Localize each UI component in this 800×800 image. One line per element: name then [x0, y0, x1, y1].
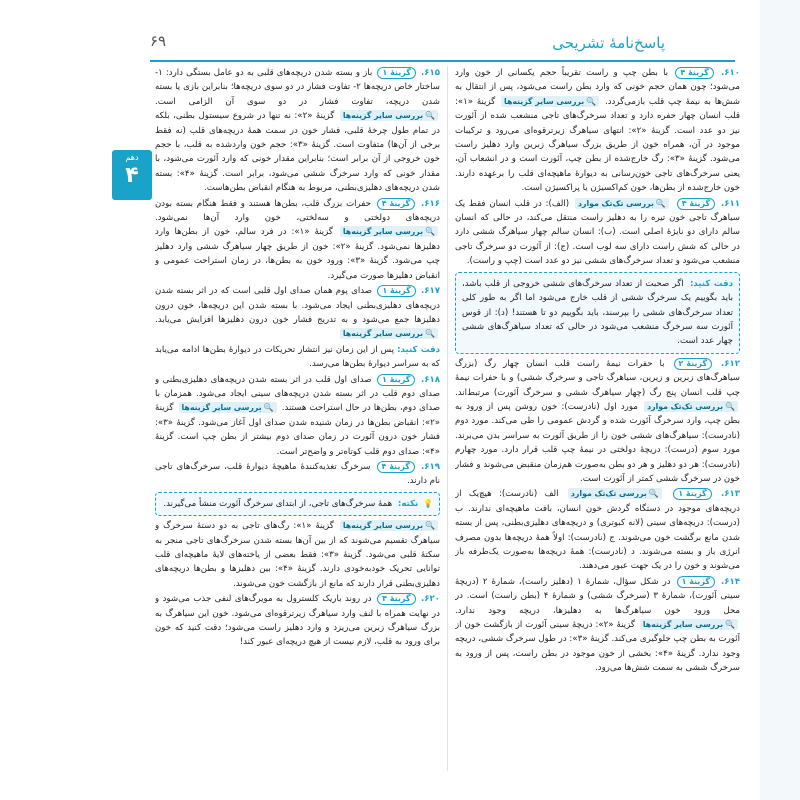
answer-option-badge: گزینهٔ ۴	[377, 461, 415, 473]
grade-tab	[112, 150, 152, 200]
other-options-label	[640, 619, 738, 630]
answer-text: الف (نادرست): هیچ‌یک از دریچه‌های موجود در دستگاه گردش خون انسان، بافت ماهیچه‌ای ندارند. ب (درست): دریچه‌های سینی (لانه کبوتری) و دریچه‌های دهلیزی‌بطنی، پس از بسته شدن مانع برگشت خون می‌شوند. ج (نادرست): اولاً همهٔ دریچه‌ها بدون مصرف انرژی باز و بسته می‌شوند. د (نادرست): همهٔ دریچه‌ها به‌صورت یک‌طرفه باز می‌شوند و خون را در یک جهت عبور می‌دهند.	[455, 489, 740, 572]
answer-text: در روند باریک کلسترول به مویرگ‌های لنفی جذب می‌شود و در نهایت همراه با لنف وارد سیاهرگ زیرترقوه‌ای می‌شود. خون این سیاهرگ به بزرگ سیاهرگ زبرین می‌ریزد و وارد دهلیز راست می‌شود؛ دقت کنید که خون برای ورود به قلب، لازم نیست از هیچ دریچه‌ای عبور کند!	[155, 594, 440, 648]
answer-text: گزینهٔ «۱»: قلب انسان چهار حفره دارد و تعداد سرخرگ‌های تاجی منشعب شده از آئورت نیز دو عدد است. گزینهٔ «۲»: انتهای سیاهرگ زیرترقوه‌ای می‌رود و ترکیبات موجود در آن، همراه خون از طریق بزرگ سیاهرگ زبرین وارد دهلیز راست می‌شود. گزینهٔ «۳»: رگ خارج‌شده از بطن چپ، آئورت است و در انشعاب آن، یعنی سرخرگ‌های تاجی خون‌رسانی به دیوارهٔ ماهیچه‌ای قلب را برعهده دارند. خون خارج‌شده از بطن‌ها، خون کم‌اکسیژن یا پراکسیژن است.	[455, 96, 740, 194]
answer-option-badge: گزینهٔ ۱	[377, 285, 415, 297]
answer-text: سرخرگ تغذیه‌کنندهٔ ماهیچهٔ دیوارهٔ قلب، سرخرگ‌های تاجی نام دارند.	[155, 461, 440, 487]
ref-text: بررسی سایر گزینه‌ها	[342, 521, 424, 531]
answer-option-badge: گزینهٔ ۱	[377, 67, 415, 79]
search-icon: 🔍	[586, 96, 597, 106]
attention-box	[455, 272, 740, 354]
column-divider	[447, 66, 448, 771]
grade-number: ۴	[125, 163, 139, 188]
question-number: ۶۱۴.	[721, 576, 740, 587]
note-label: نکته:	[397, 498, 419, 509]
ref-text: بررسی سایر گزینه‌ها	[642, 620, 724, 630]
answer-text: گزینهٔ «۱»: در فرد سالم، خون از بطن‌ها وارد دهلیزها نمی‌شود. گزینهٔ «۲»: خون از طریق چهار سیاهرگ ششی وارد دهلیز چپ می‌شود. گزینهٔ «۳»: ورود خون به بطن‌ها، در زمان استراحت عمومی و انقباض دهلیزها صورت می‌گیرد.	[155, 227, 440, 281]
ref-text: بررسی سایر گزینه‌ها	[181, 403, 262, 413]
ref-text: بررسی تک‌تک موارد	[577, 198, 654, 208]
attention-label: دقت کنید:	[689, 278, 734, 289]
answer-text: گزینهٔ «۱»: رگ‌های تاجی به دو دستهٔ سرخرگ و سیاهرگ تقسیم می‌شوند که از بین آن‌ها بسته شدن سرخرگ‌های تاجی منجر به سکتهٔ قلبی می‌شود. گزینهٔ «۳»: فقط بعضی از یاخته‌های لایهٔ ماهیچه‌ای قلب توانایی تحریک خودبه‌خودی دارند. گزینهٔ «۴»: بین دهلیزها و بطن‌ها دریچه‌های دهلیزی‌بطنی قرار دارند که مانع از بازگشت خون می‌شوند.	[155, 521, 440, 589]
answer-option-badge: گزینهٔ ۲	[674, 358, 712, 370]
answer-614	[455, 575, 740, 676]
note-text: همهٔ سرخرگ‌های تاجی، از ابتدای سرخرگ آئورت منشأ می‌گیرند.	[163, 498, 393, 509]
answer-618	[155, 373, 440, 459]
answer-619-options	[155, 519, 440, 591]
question-number: ۶۱۹.	[420, 461, 440, 472]
item-check-label	[644, 401, 738, 412]
attention-label: دقت کنید:	[397, 344, 440, 355]
answer-text: با حفرات نیمهٔ راست قلب انسان چهار رگ (بزرگ سیاهرگ‌های زبرین و زیرین، سیاهرگ تاجی و سرخرگ ششی) و با حفرات نیمهٔ چپ قلب انسان پنج رگ (چهار سیاهرگ ششی و سرخرگ آئورت) مرتبط‌اند.	[455, 358, 740, 398]
search-icon: 🔍	[425, 111, 435, 121]
ref-text: بررسی تک‌تک موارد	[570, 489, 647, 499]
answer-text: صدای پوم همان صدای اول قلبی است که در اثر بسته شدن دریچه‌های دهلیزی‌بطنی ایجاد می‌شود. با بسته شدن این دریچه‌ها، خون درون دهلیزها جمع می‌شود و به تدریج فشار خون درون دهلیزها افزایش می‌یابد.	[155, 286, 440, 325]
attention-line	[155, 343, 440, 372]
answer-612	[455, 357, 740, 487]
search-icon: 🔍	[425, 329, 435, 339]
search-icon: 🔍	[725, 620, 735, 630]
answer-option-badge: گزینهٔ ۴	[677, 198, 715, 210]
ref-text: بررسی سایر گزینه‌ها	[342, 227, 424, 237]
answer-text: (الف): در قلب انسان فقط یک سیاهرگ تاجی خون تیره را به دهلیز راست منتقل می‌کند، در حالی که انسان سالم دارای دو نایژهٔ اصلی است. (ب): انسان سالم چهار سیاهرگ ششی دارد در حالی که شش راست دارای سه لوب است. (ج): از آئورت دو سرخرگ تاجی منشعب می‌شود و تعداد سرخرگ‌های ششی نیز دو عدد است (چپ و راست).	[455, 198, 740, 267]
answer-text: گزینهٔ «۲»: انقباض بطن‌ها در زمان شنیده شدن صدای اول آغاز می‌شود. گزینهٔ «۳»: فشار خون درون آئورت در زمان صدای دوم بیشتر از بطن چپ است. گزینهٔ «۴»: صدای دوم قلب کوتاه‌تر و واضح‌تر است.	[155, 403, 440, 457]
answer-620	[155, 592, 440, 650]
ref-text: بررسی سایر گزینه‌ها	[342, 111, 424, 121]
search-icon: 🔍	[655, 198, 666, 208]
answer-616	[155, 197, 440, 283]
ref-text: بررسی سایر گزینه‌ها	[504, 96, 585, 106]
attention-text: اگر صحبت از تعداد سرخرگ‌های ششی خروجی از قلب باشد، باید بگوییم یک سرخرگ ششی از قلب خارج می‌شود اما اگر به طور کلی تعداد سرخرگ‌های ششی را بپرسند، باید بگوییم دو تا هستند! (د): از قوس آئورت سه سرخرگ منشعب می‌شود در حالی که تعداد سیاهرگ‌های ششی چهار عدد است.	[462, 278, 733, 347]
left-column	[155, 66, 440, 771]
attention-text: پس از این زمان نیز انتشار تحریکات در دیوارهٔ بطن‌ها ادامه می‌یابد که به سراسر دیوارهٔ بطن‌ها می‌رسد.	[155, 344, 440, 370]
answer-text: مورد اول (نادرست): خون روشن پس از ورود به بطن چپ، وارد سرخرگ آئورت شده و گردش عمومی را طی می‌کند. مورد دوم (نادرست): سیاهرگ‌های ششی خون را از طریق آئورت به سراسر بدن می‌برند. مورد سوم (درست): دریچهٔ دولختی در نیمهٔ چپ قلب قرار دارد. مورد چهارم (نادرست): هر دو دهلیز و هر دو بطن به‌صورت هم‌زمان منقبض می‌شوند و فشار خون در سرخرگ ششی کمتر از آئورت است.	[455, 401, 740, 484]
answer-option-badge: گزینهٔ ۱	[377, 374, 415, 386]
answer-text: گزینهٔ «۲»: نه تنها در شروع سیستول بطنی، بلکه در تمام طول چرخهٔ قلبی، فشار خون در سمت همهٔ دریچه‌های قلب (نه فقط برخی از آن‌ها) متفاوت است. گزینهٔ «۳»: حجم خون واردشده به قلب، با حجم خون خروجی از آن برابر است؛ بنابراین مقدار خونی که وارد آئورت می‌شود، با مقدار خونی که وارد سرخرگ ششی می‌شود، برابر است. گزینهٔ «۴»: بسته شدن دریچه‌های دهلیزی‌بطنی، مربوط به هنگام انقباض بطن‌هاست.	[155, 111, 440, 194]
question-number: ۶۱۸.	[420, 374, 440, 385]
lightbulb-icon: 💡	[423, 498, 433, 508]
page-number: ۶۹	[150, 32, 167, 50]
answer-text: با بطن چپ و راست تقریباً حجم یکسانی از خون وارد می‌شود؛ چون همان حجم خونی که وارد بطن راست می‌شود، پس از انتقال به شش‌ها به نیمهٔ چپ قلب بازمی‌گردد.	[455, 68, 740, 107]
search-icon: 🔍	[263, 403, 274, 413]
answer-611	[455, 197, 740, 269]
item-check-label	[568, 488, 662, 499]
question-number: ۶۱۳.	[721, 489, 740, 500]
search-icon: 🔍	[648, 489, 659, 499]
answer-text: باز و بسته شدن دریچه‌های قلبی به دو عامل بستگی دارد: ۱- ساختار خاص دریچه‌ها ۲- تفاوت فشار در دو سوی دریچه‌ها؛ بنابراین بازی یا بسته شدن دریچه، تفاوت فشار در دو سوی آن الزامی است.	[155, 68, 440, 107]
question-number: ۶۱۷.	[421, 286, 440, 297]
right-column	[455, 66, 740, 771]
question-number: ۶۱۲.	[720, 358, 740, 369]
answer-option-badge: گزینهٔ ۴	[377, 593, 415, 605]
other-options-label	[340, 328, 438, 339]
answer-option-badge: گزینهٔ ۱	[673, 488, 711, 500]
note-box	[155, 492, 440, 516]
page-title: پاسخ‌نامهٔ تشریحی	[552, 34, 665, 52]
question-number: ۶۱۰.	[721, 68, 740, 78]
search-icon: 🔍	[425, 521, 435, 531]
answer-text: در شکل سؤال، شمارهٔ ۱ (دهلیز راست)، شمارهٔ ۲ (دریچهٔ سینی آئورت)، شمارهٔ ۳ (سرخرگ ششی) و شمارهٔ ۴ (بطن راست) است. در محل ورود خون سیاهرگ‌ها به دهلیزها، دریچه وجود ندارد.	[455, 576, 740, 616]
answer-option-badge: گزینهٔ ۴	[377, 198, 415, 210]
answer-text: صدای اول قلب در اثر بسته شدن دریچه‌های دهلیزی‌بطنی و صدای دوم قلب در اثر بسته شدن دریچه‌های سینی ایجاد می‌شود. همزمان با صدای دوم، بطن‌ها در حال استراحت هستند.	[155, 374, 440, 414]
answer-615	[155, 66, 440, 196]
other-options-label	[340, 520, 438, 531]
ref-text: بررسی تک‌تک موارد	[647, 401, 724, 411]
search-icon: 🔍	[725, 401, 735, 411]
page-header	[150, 28, 735, 62]
edge-strip	[760, 0, 800, 800]
question-number: ۶۱۵.	[420, 68, 440, 78]
other-options-label	[179, 402, 277, 413]
answer-text: حفرات بزرگ قلب، بطن‌ها هستند و فقط هنگام بسته بودن دریچه‌های دولختی و سه‌لختی، خون وارد آن‌ها نمی‌شود.	[155, 198, 440, 224]
question-number: ۶۱۱.	[721, 198, 740, 209]
search-icon: 🔍	[425, 227, 436, 237]
answer-text: گزینهٔ «۲»: دریچهٔ سینی آئورت از بازگشت خون از آئورت به بطن چپ جلوگیری می‌کند. گزینهٔ «۳»: در طول سرخرگ ششی، دریچه وجود ندارد. گزینهٔ «۴»: بخشی از خون موجود در بطن راست، پس از ورود به سرخرگ ششی به سمت شش‌ها می‌رود.	[455, 620, 740, 674]
answer-option-badge: گزینهٔ ۱	[677, 576, 715, 588]
other-options-label	[340, 226, 438, 237]
answer-613	[455, 487, 740, 573]
other-options-label	[501, 96, 599, 107]
question-number: ۶۲۰.	[421, 594, 440, 605]
answer-617	[155, 284, 440, 342]
answer-619	[155, 460, 440, 489]
grade-label: دهم	[125, 153, 139, 162]
other-options-label	[340, 110, 438, 121]
answer-option-badge: گزینهٔ ۴	[675, 67, 713, 79]
answer-610	[455, 66, 740, 196]
question-number: ۶۱۶.	[421, 198, 440, 209]
ref-text: بررسی سایر گزینه‌ها	[342, 329, 424, 339]
item-check-label	[575, 198, 669, 209]
